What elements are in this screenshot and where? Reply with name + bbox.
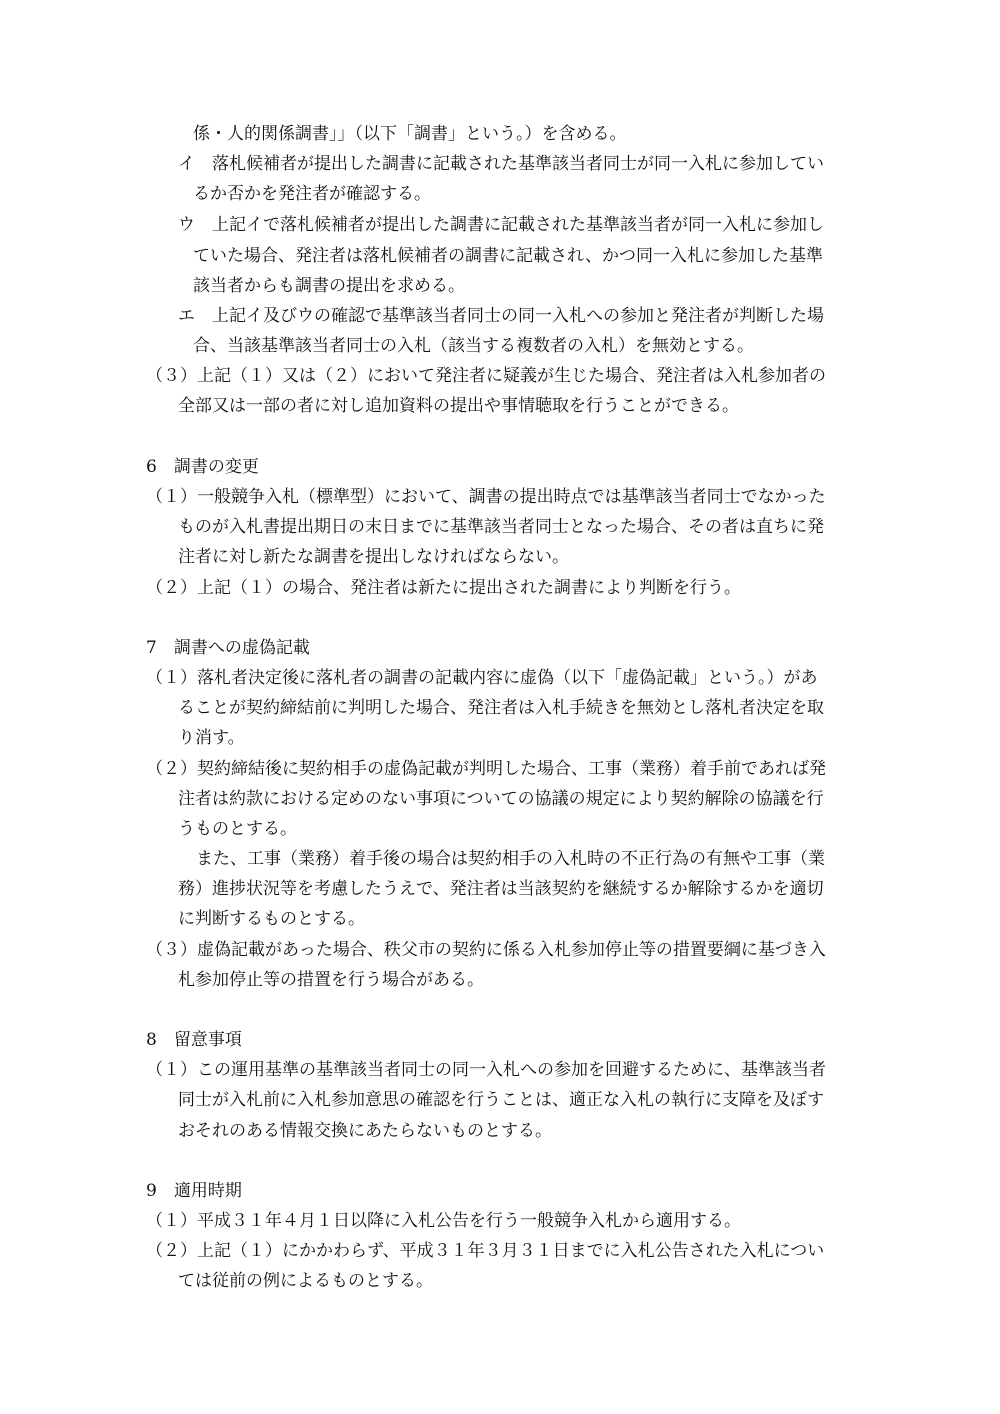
- text-line: ものが入札書提出期日の末日までに基準該当者同士となった場合、その者は直ちに発: [178, 517, 824, 537]
- text-line: また、工事（業務）着手後の場合は契約相手の入札時の不正行為の有無や工事（業: [196, 849, 825, 869]
- text-line: に判断するものとする。: [178, 909, 365, 929]
- text-line: ることが契約締結前に判明した場合、発注者は入札手続きを無効とし落札者決定を取: [178, 698, 824, 718]
- text-line: 同士が入札前に入札参加意思の確認を行うことは、適正な入札の執行に支障を及ぼす: [178, 1090, 824, 1110]
- list-item-1: （１）落札者決定後に落札者の調書の記載内容に虚偽（以下「虚偽記載」という。）があ: [146, 668, 818, 688]
- list-item-i: イ 落札候補者が提出した調書に記載された基準該当者同士が同一入札に参加してい: [178, 154, 824, 174]
- list-item-e: エ 上記イ及びウの確認で基準該当者同士の同一入札への参加と発注者が判断した場: [178, 306, 824, 326]
- text-line: り消す。: [178, 728, 245, 748]
- list-item-u: ウ 上記イで落札候補者が提出した調書に記載された基準該当者が同一入札に参加し: [178, 215, 824, 235]
- text-line: うものとする。: [178, 819, 297, 839]
- text-line: 札参加停止等の措置を行う場合がある。: [178, 970, 484, 990]
- list-item-3: （３）虚偽記載があった場合、秩父市の契約に係る入札参加停止等の措置要綱に基づき入: [146, 940, 826, 960]
- list-item-2: （２）上記（１）の場合、発注者は新たに提出された調書により判断を行う。: [146, 578, 741, 598]
- section-heading-6: 6 調書の変更: [146, 457, 259, 477]
- text-line: 務）進捗状況等を考慮したうえで、発注者は当該契約を継続するか解除するかを適切: [178, 879, 824, 899]
- text-line: るか否かを発注者が確認する。: [193, 184, 431, 204]
- section-heading-8: 8 留意事項: [146, 1030, 242, 1050]
- text-line: 全部又は一部の者に対し追加資料の提出や事情聴取を行うことができる。: [178, 396, 739, 416]
- section-heading-7: 7 調書への虚偽記載: [146, 638, 310, 658]
- text-line: ては従前の例によるものとする。: [178, 1271, 433, 1291]
- text-line: ていた場合、発注者は落札候補者の調書に記載され、かつ同一入札に参加した基準: [193, 246, 824, 266]
- section-heading-9: 9 適用時期: [146, 1181, 242, 1201]
- list-item-2: （２）上記（１）にかかわらず、平成３１年３月３１日までに入札公告された入札につい: [146, 1241, 825, 1261]
- list-item-3: （３）上記（１）又は（２）において発注者に疑義が生じた場合、発注者は入札参加者の: [146, 366, 826, 386]
- text-line: 注者は約款における定めのない事項についての協議の規定により契約解除の協議を行: [178, 789, 824, 809]
- list-item-1: （１）この運用基準の基準該当者同士の同一入札への参加を回避するために、基準該当者: [146, 1060, 826, 1080]
- list-item-2: （２）契約締結後に契約相手の虚偽記載が判明した場合、工事（業務）着手前であれば発: [146, 759, 826, 779]
- text-line: 係・人的関係調書」」（以下「調書」という。）を含める。: [193, 124, 627, 144]
- text-line: 該当者からも調書の提出を求める。: [193, 276, 465, 296]
- text-line: おそれのある情報交換にあたらないものとする。: [178, 1121, 552, 1141]
- list-item-1: （１）一般競争入札（標準型）において、調書の提出時点では基準該当者同士でなかった: [146, 487, 826, 507]
- text-line: 合、当該基準該当者同士の入札（該当する複数者の入札）を無効とする。: [193, 336, 754, 356]
- list-item-1: （１）平成３１年４月１日以降に入札公告を行う一般競争入札から適用する。: [146, 1211, 741, 1231]
- text-line: 注者に対し新たな調書を提出しなければならない。: [178, 547, 569, 567]
